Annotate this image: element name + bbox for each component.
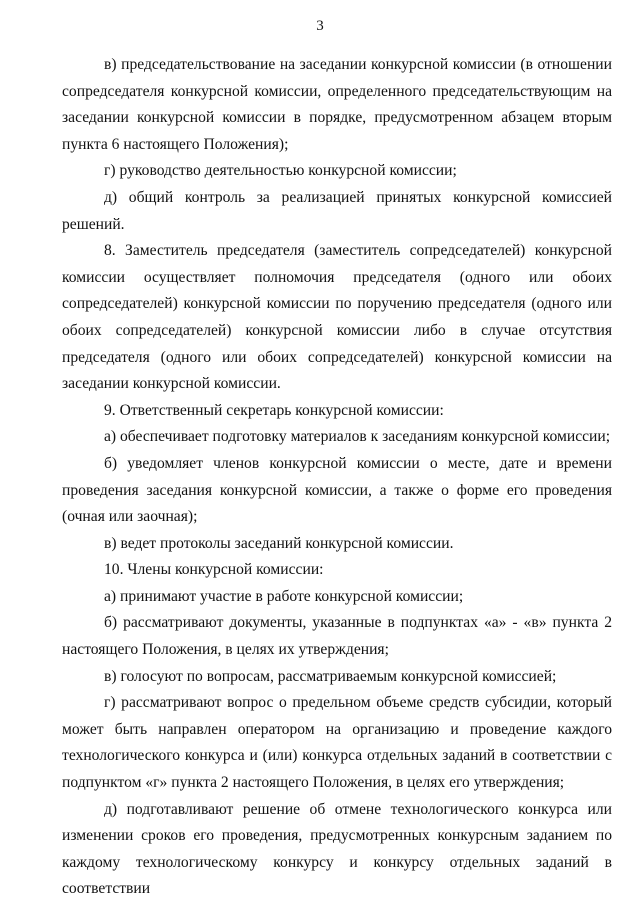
paragraph-item-d-cancellation: д) подготавливают решение об отмене технологического конкурса или изменении сроков его проведения, предусмотренных конкурсным заданием по каждому технологическому конкурсу и конкурсу отдельных заданий в соответствии xyxy=(62,800,612,898)
page-number: 3 xyxy=(316,18,324,34)
paragraph-item-g-leadership: г) руководство деятельностью конкурсной комиссии; xyxy=(104,162,457,180)
paragraph-clause-8-deputy-chair: 8. Заместитель председателя (заместитель сопредседателей) конкурсной комиссии осуществляет полномочия председателя (одного или обоих сопредседателей) конкурсной комиссии по поручению председателя (одного или обоих сопредседателей) конкурсной комиссии либо в случае отсутствия председателя (одного или обоих сопредседателей) конкурсной комиссии на заседании конкурсной комиссии. xyxy=(62,242,612,393)
paragraph-item-v-minutes: в) ведет протоколы заседаний конкурсной комиссии. xyxy=(104,534,454,552)
paragraph-item-g-subsidy-limit: г) рассматривают вопрос о предельном объеме средств субсидии, который может быть направлен оператором на организацию и проведение каждого технологического конкурса и (или) конкурса отдельных заданий в соответствии с подпунктом «г» пункта 2 настоящего Положения, в целях его утверждения; xyxy=(62,694,612,792)
document-body xyxy=(62,52,612,903)
paragraph-clause-9-secretary: 9. Ответственный секретарь конкурсной комиссии: xyxy=(104,401,444,419)
paragraph-item-v-voting: в) голосуют по вопросам, рассматриваемым конкурсной комиссией; xyxy=(104,667,557,685)
paragraph-item-d-general-control: д) общий контроль за реализацией принятых конкурсной комиссией решений. xyxy=(62,188,612,233)
paragraph-clause-10-members: 10. Члены конкурсной комиссии: xyxy=(104,561,324,579)
paragraph-item-v-chairing: в) председательствование на заседании конкурсной комиссии (в отношении сопредседателя конкурсной комиссии, определенного председательствующим на заседании конкурсной комиссии в порядке, предусмотренном абзацем вторым пункта 6 настоящего Положения); xyxy=(62,56,612,153)
paragraph-item-b-review-documents: б) рассматривают документы, указанные в подпунктах «а» - «в» пункта 2 настоящего Положения, в целях их утверждения; xyxy=(62,614,612,659)
paragraph-item-b-notification: б) уведомляет членов конкурсной комиссии о месте, дате и времени проведения заседания конкурсной комиссии, а также о форме его проведения (очная или заочная); xyxy=(62,454,612,526)
paragraph-item-a-materials: а) обеспечивает подготовку материалов к заседаниям конкурсной комиссии; xyxy=(104,428,611,446)
paragraph-item-a-participation: а) принимают участие в работе конкурсной комиссии; xyxy=(104,587,464,605)
